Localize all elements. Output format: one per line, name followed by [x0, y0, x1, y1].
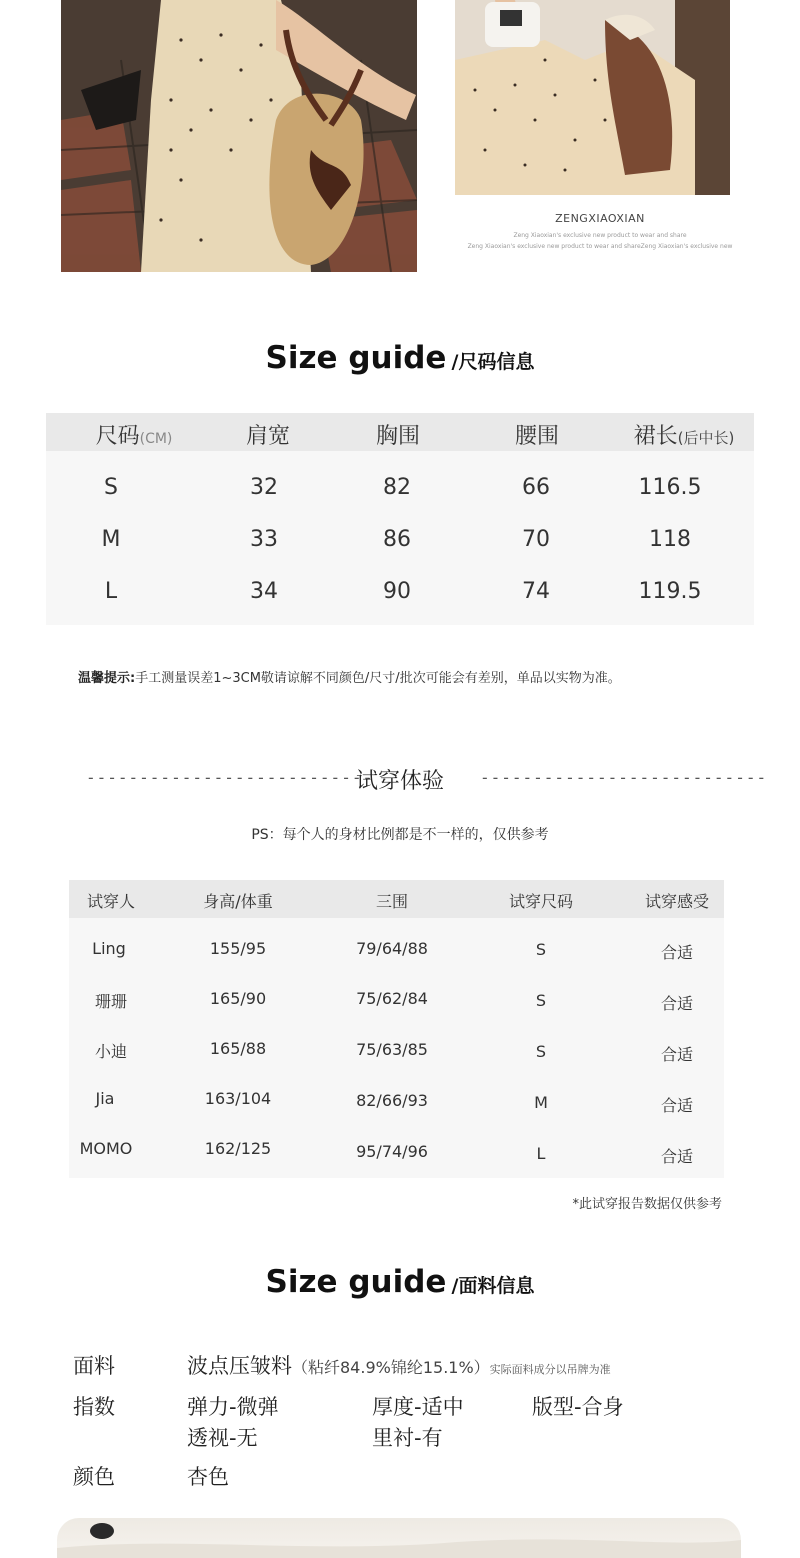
fabric-subtitle: /面料信息: [451, 1275, 535, 1297]
size-header-size-label: 尺码: [95, 424, 140, 449]
size-row-l-length: 119.5: [638, 579, 702, 604]
trial-row-2-size: S: [535, 991, 547, 1010]
size-header-length-label: 裙长: [633, 424, 678, 449]
fabric-color-label: 颜色: [73, 1465, 115, 1489]
fabric-material-note: 实际面料成分以吊牌为准: [489, 1363, 611, 1376]
trial-header-size: 试穿尺码: [508, 892, 574, 911]
trial-table: [69, 880, 724, 1178]
size-row-s-length: 116.5: [638, 475, 702, 500]
size-row-s-size: S: [104, 475, 118, 500]
trial-title: 试穿体验: [355, 769, 444, 794]
size-table: [46, 413, 754, 625]
trial-row-3-measurements: 75/63/85: [356, 1040, 428, 1059]
model-photo-right: [455, 0, 730, 195]
size-row-l-bust: 90: [383, 579, 411, 604]
trial-header-feeling: 试穿感受: [644, 892, 710, 911]
size-header-waist: 腰围: [514, 424, 560, 449]
fabric-material-detail: （粘纤84.9%锦纶15.1%）: [292, 1358, 490, 1377]
size-row-l-size: L: [104, 579, 118, 604]
brand-name: ZENGXIAOXIAN: [555, 212, 645, 225]
model-photo-left-art: [61, 0, 417, 272]
trial-row-3-size: S: [535, 1042, 547, 1061]
size-header-bust: 胸围: [375, 424, 421, 449]
trial-row-5-height-weight: 162/125: [204, 1139, 272, 1158]
tip-label: 温馨提示:: [78, 671, 136, 686]
fabric-photo-bottom: [57, 1518, 741, 1558]
fabric-material-value: 波点压皱料: [187, 1354, 292, 1378]
fabric-material-label: 面料: [73, 1354, 115, 1378]
trial-header-person: 试穿人: [86, 892, 136, 911]
fabric-elasticity: 弹力-微弹: [187, 1395, 279, 1419]
trial-note: *此试穿报告数据仅供参考: [572, 1197, 722, 1212]
model-photo-left: [61, 0, 417, 272]
fabric-title: Size guide: [265, 1264, 447, 1300]
trial-row-3-feeling: 合适: [660, 1045, 694, 1064]
trial-row-5-feeling: 合适: [660, 1147, 694, 1166]
trial-row-5-person: MOMO: [79, 1139, 133, 1158]
fabric-photo-bottom-art: [57, 1518, 741, 1558]
trial-header-measurements: 三围: [375, 892, 409, 911]
trial-row-5-measurements: 95/74/96: [356, 1142, 428, 1161]
trial-row-4-feeling: 合适: [660, 1096, 694, 1115]
model-photo-right-art: [455, 0, 730, 195]
trial-divider-right: ---------------------------: [480, 768, 768, 787]
fabric-material-row: [187, 1350, 611, 1380]
trial-row-1-measurements: 79/64/88: [356, 939, 428, 958]
tip-text: 手工测量误差1~3CM敬请谅解不同颜色/尺寸/批次可能会有差别，单品以实物为准。: [135, 671, 621, 686]
fabric-heading: [0, 1264, 800, 1300]
size-guide-heading: [0, 340, 800, 376]
size-header-unit: (CM): [139, 431, 173, 447]
trial-row-4-person: Jia: [95, 1089, 115, 1108]
trial-row-1-feeling: 合适: [660, 943, 694, 962]
trial-row-4-height-weight: 163/104: [204, 1089, 272, 1108]
trial-ps: PS：每个人的身材比例都是不一样的，仅供参考: [251, 827, 549, 843]
trial-row-1-person: Ling: [92, 939, 126, 958]
trial-row-4-size: M: [534, 1093, 548, 1112]
brand-tagline-1: Zeng Xiaoxian's exclusive new product to wear and share: [513, 232, 687, 239]
size-header-size: [96, 419, 173, 450]
size-row-l-waist: 74: [522, 579, 550, 604]
size-row-s-bust: 82: [383, 475, 411, 500]
size-guide-subtitle: /尺码信息: [451, 351, 535, 373]
size-header-length: [634, 419, 735, 450]
trial-divider-left: ---------------------------: [86, 768, 374, 787]
trial-row-3-height-weight: 165/88: [209, 1039, 267, 1058]
measurement-tip: [78, 667, 621, 686]
fabric-lining: 里衬-有: [372, 1426, 443, 1450]
trial-row-2-measurements: 75/62/84: [356, 989, 428, 1008]
trial-row-1-size: S: [535, 940, 547, 959]
size-row-m-size: M: [101, 527, 121, 552]
fabric-sheer: 透视-无: [187, 1426, 258, 1450]
fabric-index-label: 指数: [73, 1395, 115, 1419]
trial-row-2-person: 珊珊: [94, 992, 128, 1011]
size-row-l-shoulder: 34: [250, 579, 278, 604]
trial-row-3-person: 小迪: [94, 1042, 128, 1061]
trial-row-4-measurements: 82/66/93: [356, 1091, 428, 1110]
size-row-m-bust: 86: [383, 527, 411, 552]
size-header-shoulder: 肩宽: [245, 424, 291, 449]
fabric-color-value: 杏色: [187, 1465, 229, 1489]
trial-row-5-size: L: [536, 1144, 546, 1163]
size-row-m-waist: 70: [522, 527, 550, 552]
trial-row-2-height-weight: 165/90: [209, 989, 267, 1008]
trial-header-height-weight: 身高/体重: [203, 892, 273, 911]
size-row-m-length: 118: [649, 527, 691, 552]
size-header-length-note: (后中长): [677, 429, 735, 447]
trial-row-2-feeling: 合适: [660, 994, 694, 1013]
size-row-m-shoulder: 33: [250, 527, 278, 552]
fabric-thickness: 厚度-适中: [372, 1395, 464, 1419]
size-row-s-shoulder: 32: [250, 475, 278, 500]
brand-tagline-2: Zeng Xiaoxian's exclusive new product to wear and shareZeng Xiaoxian's exclusive new: [467, 243, 733, 250]
trial-row-1-height-weight: 155/95: [209, 939, 267, 958]
size-row-s-waist: 66: [522, 475, 550, 500]
fabric-fit: 版型-合身: [532, 1395, 624, 1419]
size-guide-title: Size guide: [265, 340, 447, 376]
